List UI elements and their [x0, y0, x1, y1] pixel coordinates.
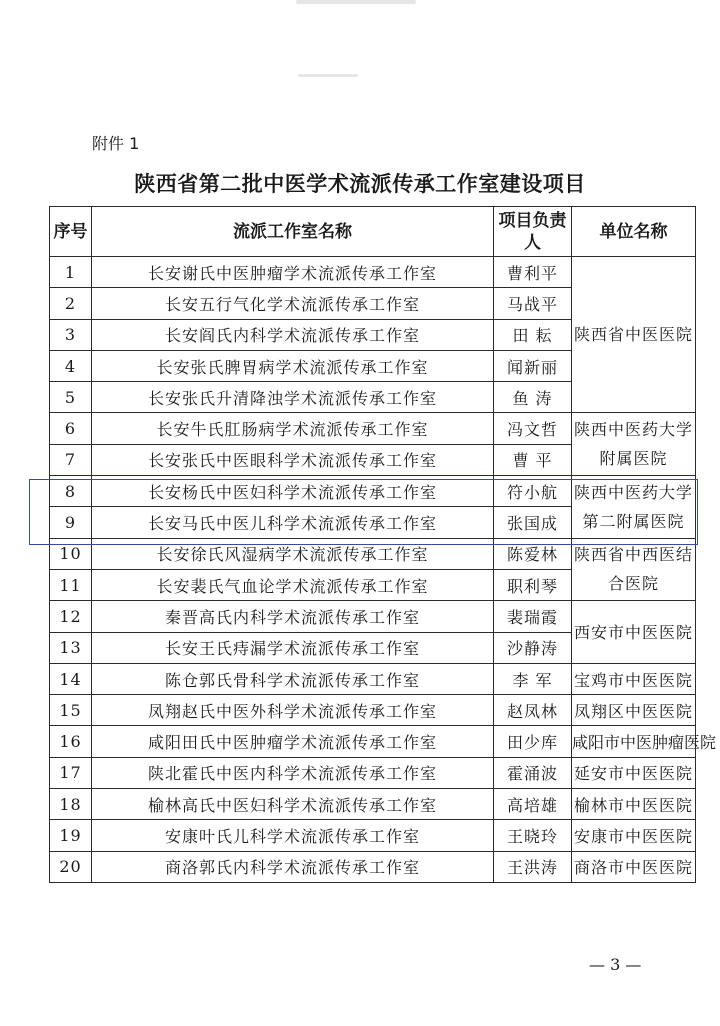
- table-row: [50, 695, 696, 726]
- header-unit: 单位名称: [572, 207, 696, 257]
- row-seq: 18: [50, 789, 92, 820]
- row-name: 陕北霍氏中医内科学术流派传承工作室: [92, 757, 494, 788]
- row-leader: 曹利平: [494, 257, 572, 288]
- row-seq: 5: [50, 382, 92, 413]
- page-number: — 3 —: [589, 955, 642, 974]
- row-leader: 高培雄: [494, 789, 572, 820]
- header-name: 流派工作室名称: [92, 207, 494, 257]
- table-row: [50, 476, 696, 507]
- row-unit: 商洛市中医医院: [572, 851, 696, 882]
- table-row: [50, 851, 696, 882]
- row-seq: 14: [50, 663, 92, 694]
- row-leader: 沙静涛: [494, 632, 572, 663]
- row-unit: 咸阳市中医肿瘤医院: [572, 726, 696, 757]
- row-seq: 16: [50, 726, 92, 757]
- row-seq: 12: [50, 601, 92, 632]
- row-leader: 田 耘: [494, 319, 572, 350]
- table-row: [50, 538, 696, 569]
- row-seq: 10: [50, 538, 92, 569]
- row-seq: 7: [50, 444, 92, 475]
- table-row: [50, 601, 696, 632]
- row-seq: 20: [50, 851, 92, 882]
- row-name: 长安马氏中医儿科学术流派传承工作室: [92, 507, 494, 538]
- table-row: [50, 726, 696, 757]
- table-header-row: [50, 207, 696, 257]
- row-leader: 霍涌波: [494, 757, 572, 788]
- row-unit: 延安市中医医院: [572, 757, 696, 788]
- row-name: 长安张氏中医眼科学术流派传承工作室: [92, 444, 494, 475]
- table-row: [50, 663, 696, 694]
- row-name: 长安牛氏肛肠病学术流派传承工作室: [92, 413, 494, 444]
- row-unit: 陕西中医药大学第二附属医院: [572, 476, 696, 539]
- row-leader: 符小航: [494, 476, 572, 507]
- row-seq: 2: [50, 288, 92, 319]
- row-name: 长安五行气化学术流派传承工作室: [92, 288, 494, 319]
- row-seq: 8: [50, 476, 92, 507]
- row-leader: 张国成: [494, 507, 572, 538]
- row-seq: 6: [50, 413, 92, 444]
- row-unit: 陕西中医药大学附属医院: [572, 413, 696, 476]
- table-row: [50, 789, 696, 820]
- row-seq: 15: [50, 695, 92, 726]
- row-unit: 安康市中医医院: [572, 820, 696, 851]
- row-unit: 陕西省中医医院: [572, 257, 696, 413]
- row-name: 长安张氏升清降浊学术流派传承工作室: [92, 382, 494, 413]
- row-leader: 田少库: [494, 726, 572, 757]
- scan-smudge: [296, 0, 416, 4]
- table-row: [50, 757, 696, 788]
- row-leader: 马战平: [494, 288, 572, 319]
- row-name: 陈仓郭氏骨科学术流派传承工作室: [92, 663, 494, 694]
- row-name: 秦晋高氏内科学术流派传承工作室: [92, 601, 494, 632]
- row-name: 安康叶氏儿科学术流派传承工作室: [92, 820, 494, 851]
- table-row: [50, 413, 696, 444]
- row-name: 咸阳田氏中医肿瘤学术流派传承工作室: [92, 726, 494, 757]
- table-row: [50, 820, 696, 851]
- row-seq: 17: [50, 757, 92, 788]
- projects-table: [49, 206, 717, 883]
- row-name: 长安谢氏中医肿瘤学术流派传承工作室: [92, 257, 494, 288]
- row-leader: 曹 平: [494, 444, 572, 475]
- row-leader: 鱼 涛: [494, 382, 572, 413]
- row-leader: 裴瑞霞: [494, 601, 572, 632]
- row-name: 长安阎氏内科学术流派传承工作室: [92, 319, 494, 350]
- row-name: 长安杨氏中医妇科学术流派传承工作室: [92, 476, 494, 507]
- row-leader: 赵凤林: [494, 695, 572, 726]
- row-seq: 9: [50, 507, 92, 538]
- row-name: 长安张氏脾胃病学术流派传承工作室: [92, 350, 494, 381]
- row-seq: 1: [50, 257, 92, 288]
- row-leader: 王晓玲: [494, 820, 572, 851]
- row-leader: 冯文哲: [494, 413, 572, 444]
- row-unit: 榆林市中医医院: [572, 789, 696, 820]
- row-name: 长安徐氏风湿病学术流派传承工作室: [92, 538, 494, 569]
- scan-smudge: [298, 74, 358, 77]
- row-unit: 西安市中医医院: [572, 601, 696, 664]
- row-seq: 4: [50, 350, 92, 381]
- table-row: [50, 257, 696, 288]
- document-title: 陕西省第二批中医学术流派传承工作室建设项目: [134, 171, 586, 196]
- row-seq: 19: [50, 820, 92, 851]
- row-name: 榆林高氏中医妇科学术流派传承工作室: [92, 789, 494, 820]
- row-seq: 13: [50, 632, 92, 663]
- header-leader: 项目负责人: [494, 207, 572, 257]
- row-unit: 宝鸡市中医医院: [572, 663, 696, 694]
- attachment-label: 附件 1: [92, 134, 140, 153]
- row-unit: 凤翔区中医医院: [572, 695, 696, 726]
- row-name: 长安王氏痔漏学术流派传承工作室: [92, 632, 494, 663]
- row-seq: 11: [50, 569, 92, 600]
- header-seq: 序号: [50, 207, 92, 257]
- row-unit: 陕西省中西医结合医院: [572, 538, 696, 601]
- row-name: 商洛郭氏内科学术流派传承工作室: [92, 851, 494, 882]
- row-seq: 3: [50, 319, 92, 350]
- row-leader: 职利琴: [494, 569, 572, 600]
- row-name: 长安裴氏气血论学术流派传承工作室: [92, 569, 494, 600]
- row-leader: 王洪涛: [494, 851, 572, 882]
- row-name: 凤翔赵氏中医外科学术流派传承工作室: [92, 695, 494, 726]
- row-leader: 陈爱林: [494, 538, 572, 569]
- row-leader: 闻新丽: [494, 350, 572, 381]
- row-leader: 李 军: [494, 663, 572, 694]
